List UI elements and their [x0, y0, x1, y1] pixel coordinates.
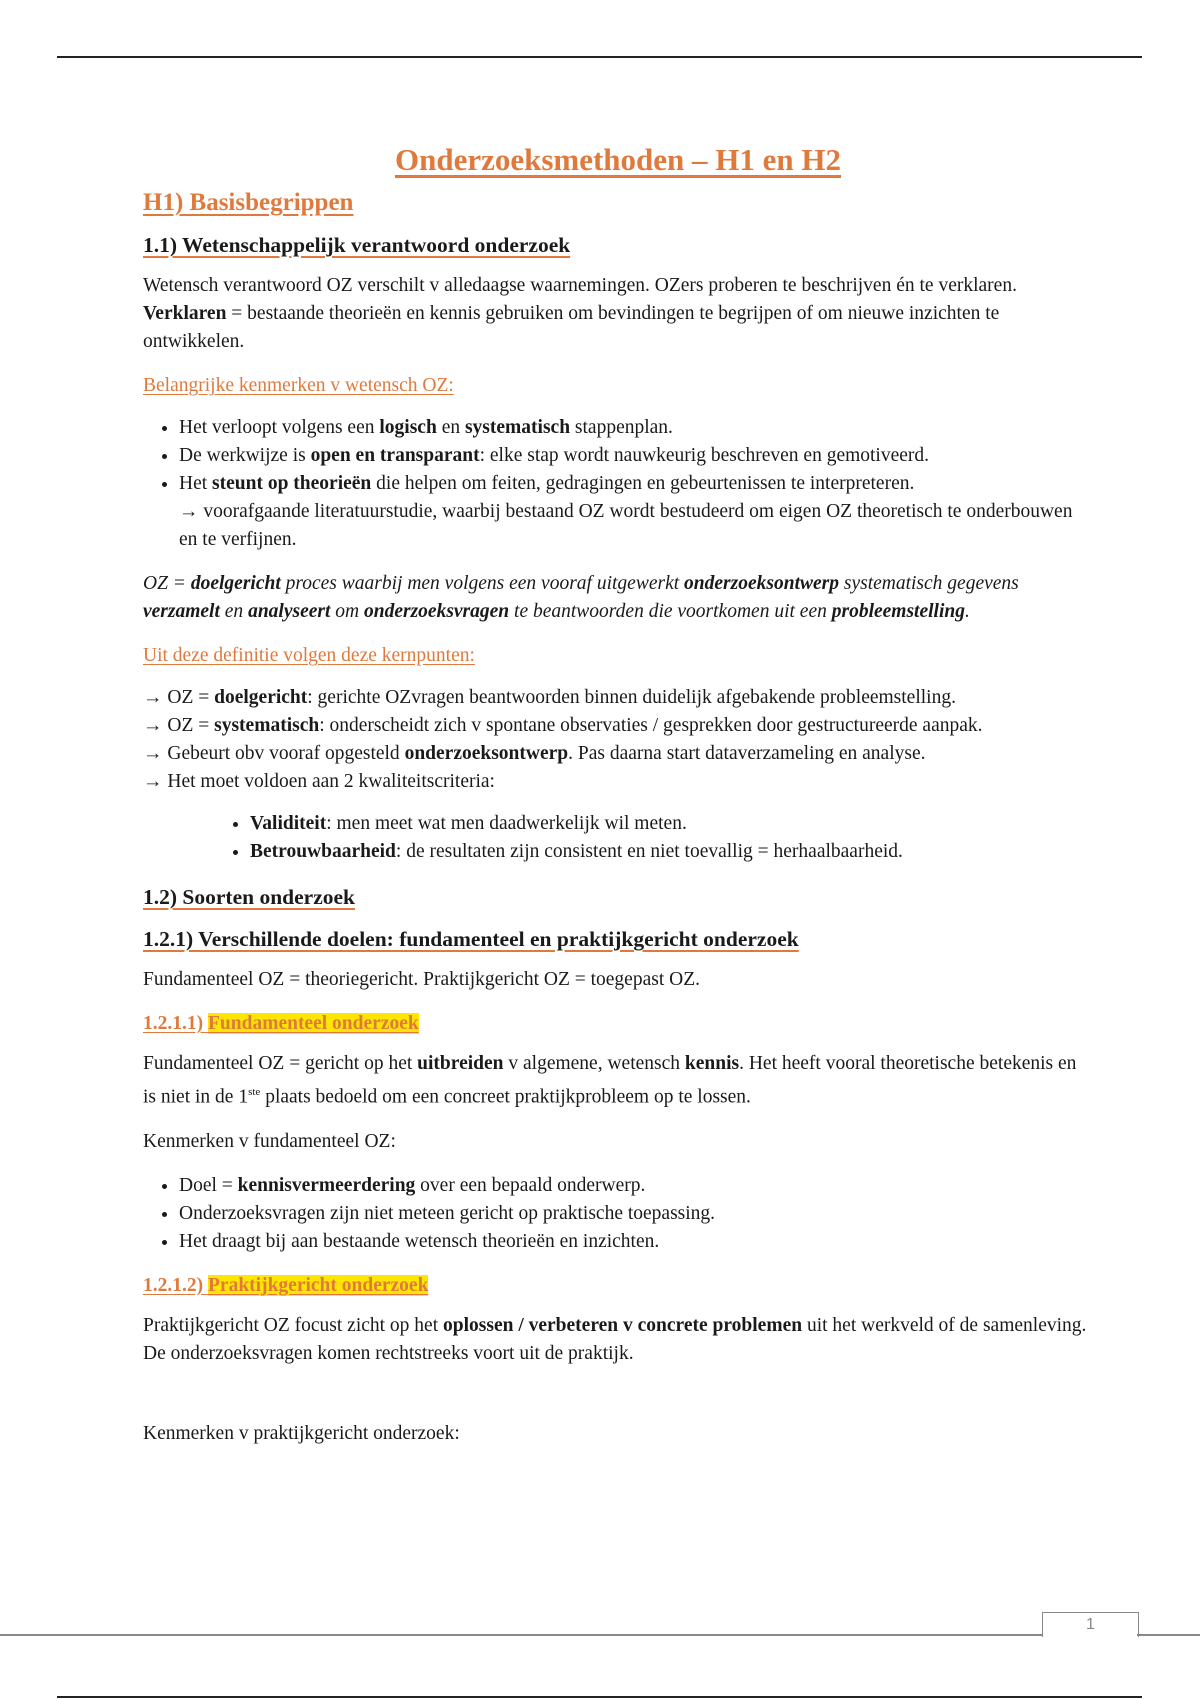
list-item: • De werkwijze is open en transparant: elke stap wordt nauwkeurig beschreven en gemotiveerd.	[179, 442, 1093, 470]
heading-1-2-1: 1.2.1) Verschillende doelen: fundamenteel en praktijkgericht onderzoek	[143, 927, 799, 951]
list-item: • Het steunt op theorieën die helpen om feiten, gedragingen en gebeurtenissen te interpreteren. → voorafgaande literatuurstudie, waarbij bestaand OZ wordt bestudeerd om eigen OZ theoretisch te onderbouwen en te verfijnen.	[179, 470, 1093, 554]
heading-1-2: 1.2) Soorten onderzoek	[143, 885, 355, 909]
heading-1-1: 1.1) Wetenschappelijk verantwoord onderzoek	[143, 233, 571, 257]
list-item: • Validiteit: men meet wat men daadwerkelijk wil meten.	[250, 810, 1093, 838]
list-item: • Betrouwbaarheid: de resultaten zijn consistent en niet toevallig = herhaalbaarheid.	[250, 838, 1093, 866]
paragraph-praktijkgericht: Praktijkgericht OZ focust zicht op het oplossen / verbeteren v concrete problemen uit het werkveld of de samenleving. De onderzoeksvragen komen rechtstreeks voort uit de praktijk.	[143, 1314, 1087, 1364]
paragraph-definition: OZ = doelgericht proces waarbij men volgens een vooraf uitgewerkt onderzoeksontwerp systematisch gegevens verzamelt en analyseert om onderzoeksvragen te beantwoorden die voortkomen uit een probleemstelling.	[143, 573, 1019, 622]
paragraph-kenmerken-praktijk: Kenmerken v praktijkgericht onderzoek:	[143, 1422, 460, 1444]
arrow-item: → OZ = doelgericht: gerichte OZvragen beantwoorden binnen duidelijk afgebakende probleemstelling.	[143, 687, 956, 708]
heading-1-2-1-1: 1.2.1.1) Fundamenteel onderzoek	[143, 1013, 419, 1034]
heading-1-2-1-2: 1.2.1.2) Praktijkgericht onderzoek	[143, 1274, 429, 1296]
list-item: • Onderzoeksvragen zijn niet meteen gericht op praktische toepassing.	[179, 1200, 1093, 1228]
page-number: 1	[1042, 1612, 1139, 1637]
list-kenmerken	[143, 414, 1093, 554]
footer-line-left	[0, 1634, 1042, 1636]
document-body	[143, 140, 1093, 1464]
paragraph-intro: Wetensch verantwoord OZ verschilt v alledaagse waarnemingen. OZers proberen te beschrijven én te verklaren. Verklaren = bestaande theorieën en kennis gebruiken om bevindingen te begrijpen of om nieuwe inzichten te ontwikkelen.	[143, 275, 1017, 352]
arrow-item: → Gebeurt obv vooraf opgesteld onderzoeksontwerp. Pas daarna start dataverzameling en analyse.	[143, 743, 926, 764]
heading-h1: H1) Basisbegrippen	[143, 189, 354, 216]
top-rule	[57, 56, 1142, 58]
list-item: • Het draagt bij aan bestaande wetensch theorieën en inzichten.	[179, 1228, 1093, 1256]
list-item: • Het verloopt volgens een logisch en systematisch stappenplan.	[179, 414, 1093, 442]
subheading-kernpunten: Uit deze definitie volgen deze kernpunten:	[143, 645, 475, 666]
arrow-item: → OZ = systematisch: onderscheidt zich v spontane observaties / gesprekken door gestructureerde aanpak.	[143, 715, 983, 736]
page-title: Onderzoeksmethoden – H1 en H2	[394, 142, 842, 177]
list-kwaliteitscriteria	[143, 810, 1093, 866]
footer-line-right	[1137, 1634, 1200, 1636]
kernpunten-list	[143, 684, 1093, 796]
list-item: • Doel = kennisvermeerdering over een bepaald onderwerp.	[179, 1172, 1093, 1200]
bottom-rule	[57, 1696, 1142, 1698]
subheading-kenmerken: Belangrijke kenmerken v wetensch OZ:	[143, 375, 454, 396]
paragraph-kenmerken-fundamenteel: Kenmerken v fundamenteel OZ:	[143, 1130, 396, 1152]
list-fundamenteel	[143, 1172, 1093, 1256]
paragraph-doelen: Fundamenteel OZ = theoriegericht. Praktijkgericht OZ = toegepast OZ.	[143, 969, 700, 990]
paragraph-fundamenteel: Fundamenteel OZ = gericht op het uitbreiden v algemene, wetensch kennis. Het heeft vooral theoretische betekenis en is niet in de 1ste plaats bedoeld om een concreet praktijkprobleem op te lossen.	[143, 1053, 1077, 1108]
arrow-item: → Het moet voldoen aan 2 kwaliteitscriteria:	[143, 771, 495, 792]
